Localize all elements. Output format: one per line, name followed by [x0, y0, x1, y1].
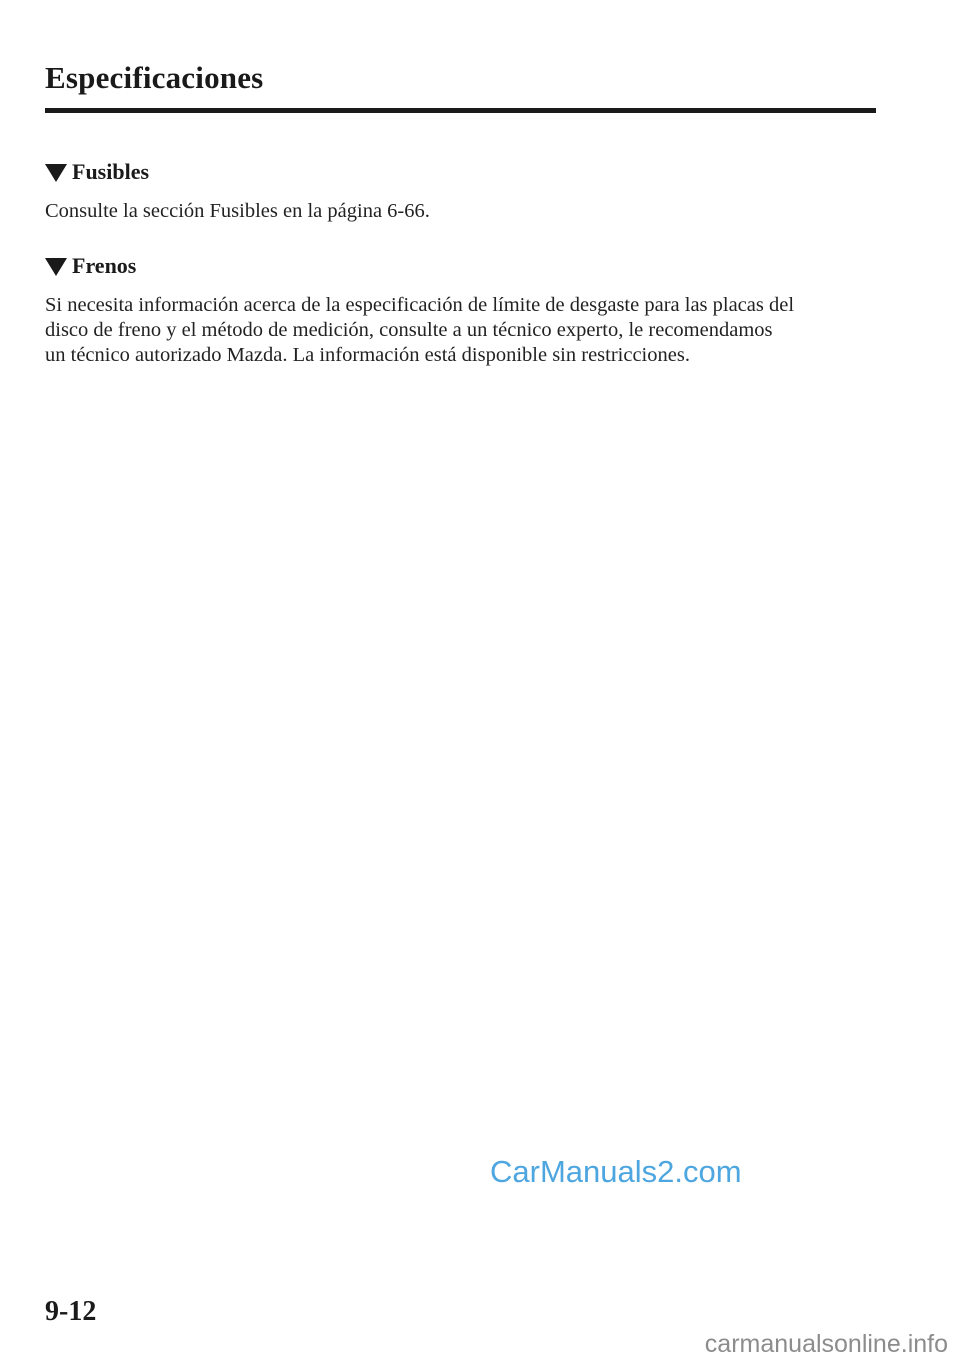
- section-frenos: [45, 252, 885, 368]
- triangle-down-icon: [45, 164, 67, 182]
- body-line: Si necesita información acerca de la especificación de límite de desgaste para las placas del: [45, 294, 795, 316]
- body-line: Consulte la sección Fusibles en la página 6-66.: [45, 200, 430, 222]
- section-fusibles: [45, 158, 885, 224]
- page-title: Especificaciones: [45, 60, 264, 95]
- title-divider: [45, 108, 876, 113]
- watermark: CarManuals2.com: [490, 1154, 742, 1189]
- section-heading-frenos: [45, 252, 885, 280]
- section-heading-fusibles: [45, 158, 885, 186]
- page-number: 9-12: [45, 1296, 97, 1327]
- section-heading-label: Fusibles: [72, 159, 150, 184]
- section-body-frenos: [45, 293, 885, 368]
- footer-site-link[interactable]: carmanualsonline.info: [704, 1330, 948, 1358]
- triangle-down-icon: [45, 258, 67, 276]
- body-line: un técnico autorizado Mazda. La información está disponible sin restricciones.: [45, 344, 690, 366]
- body-line: disco de freno y el método de medición, consulte a un técnico experto, le recomendamos: [45, 319, 773, 341]
- section-body-fusibles: [45, 199, 885, 224]
- section-heading-label: Frenos: [72, 253, 137, 278]
